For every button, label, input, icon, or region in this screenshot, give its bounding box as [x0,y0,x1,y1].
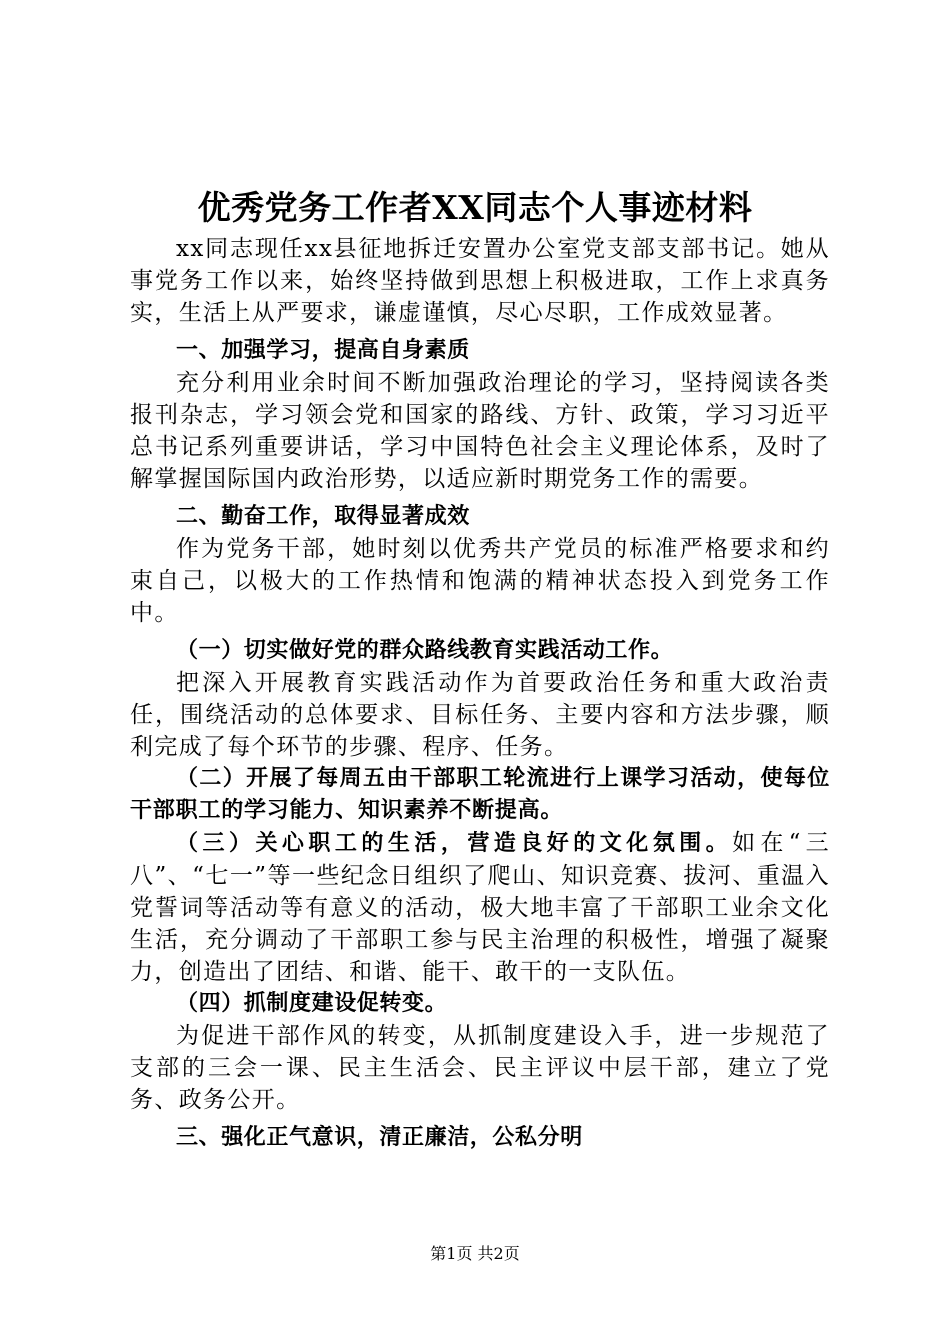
subsection-1-heading: （一）切实做好党的群众路线教育实践活动工作。 [176,638,674,663]
document-title: 优秀党务工作者XX同志个人事迹材料 [197,188,753,227]
section-3-heading: 三、强化正气意识，清正廉洁，公私分明 [176,1125,583,1150]
subsection-1-paragraph: 把深入开展教育实践活动作为首要政治任务和重大政治责任，围绕活动的总体要求、目标任务、主要内容和方法步骤，顺利完成了每个环节的步骤、程序、任务。 [130,670,830,760]
subsection-3-paragraph [130,827,830,988]
subsection-3-lead: （三）关心职工的生活，营造良好的文化氛围。 [176,831,733,856]
subsection-4-heading: （四）抓制度建设促转变。 [176,991,448,1016]
intro-paragraph: xx同志现任xx县征地拆迁安置办公室党支部支部书记。她从事党务工作以来，始终坚持做到思想上积极进取，工作上求真务实，生活上从严要求，谦虚谨慎，尽心尽职，工作成效显著。 [130,236,830,326]
subsection-3-body: 如在“三八”、“七一”等一些纪念日组织了爬山、知识竞赛、拔河、重温入党誓词等活动等有意义的活动，极大地丰富了干部职工业余文化生活，充分调动了干部职工参与民主治理的积极性，增强了凝聚力，创造出了团结、和谐、能干、敢干的一支队伍。 [130,830,830,985]
document-body [130,233,830,1154]
page-number-footer: 第1页 共2页 [430,1244,520,1263]
section-1-paragraph: 充分利用业余时间不断加强政治理论的学习，坚持阅读各类报刊杂志，学习领会党和国家的路线、方针、政策，学习习近平总书记系列重要讲话，学习中国特色社会主义理论体系，及时了解掌握国际国内政治形势，以适应新时期党务工作的需要。 [130,370,830,492]
section-1-heading: 一、加强学习，提高自身素质 [176,338,470,363]
section-2-heading: 二、勤奋工作，取得显著成效 [176,504,470,529]
section-2-paragraph: 作为党务干部，她时刻以优秀共产党员的标准严格要求和约束自己，以极大的工作热情和饱满的精神状态投入到党务工作中。 [130,536,830,626]
subsection-4-paragraph: 为促进干部作风的转变，从抓制度建设入手，进一步规范了支部的三会一课、民主生活会、民主评议中层干部，建立了党务、政务公开。 [130,1023,830,1113]
subsection-2-paragraph: （二）开展了每周五由干部职工轮流进行上课学习活动，使每位干部职工的学习能力、知识素养不断提高。 [130,766,830,823]
